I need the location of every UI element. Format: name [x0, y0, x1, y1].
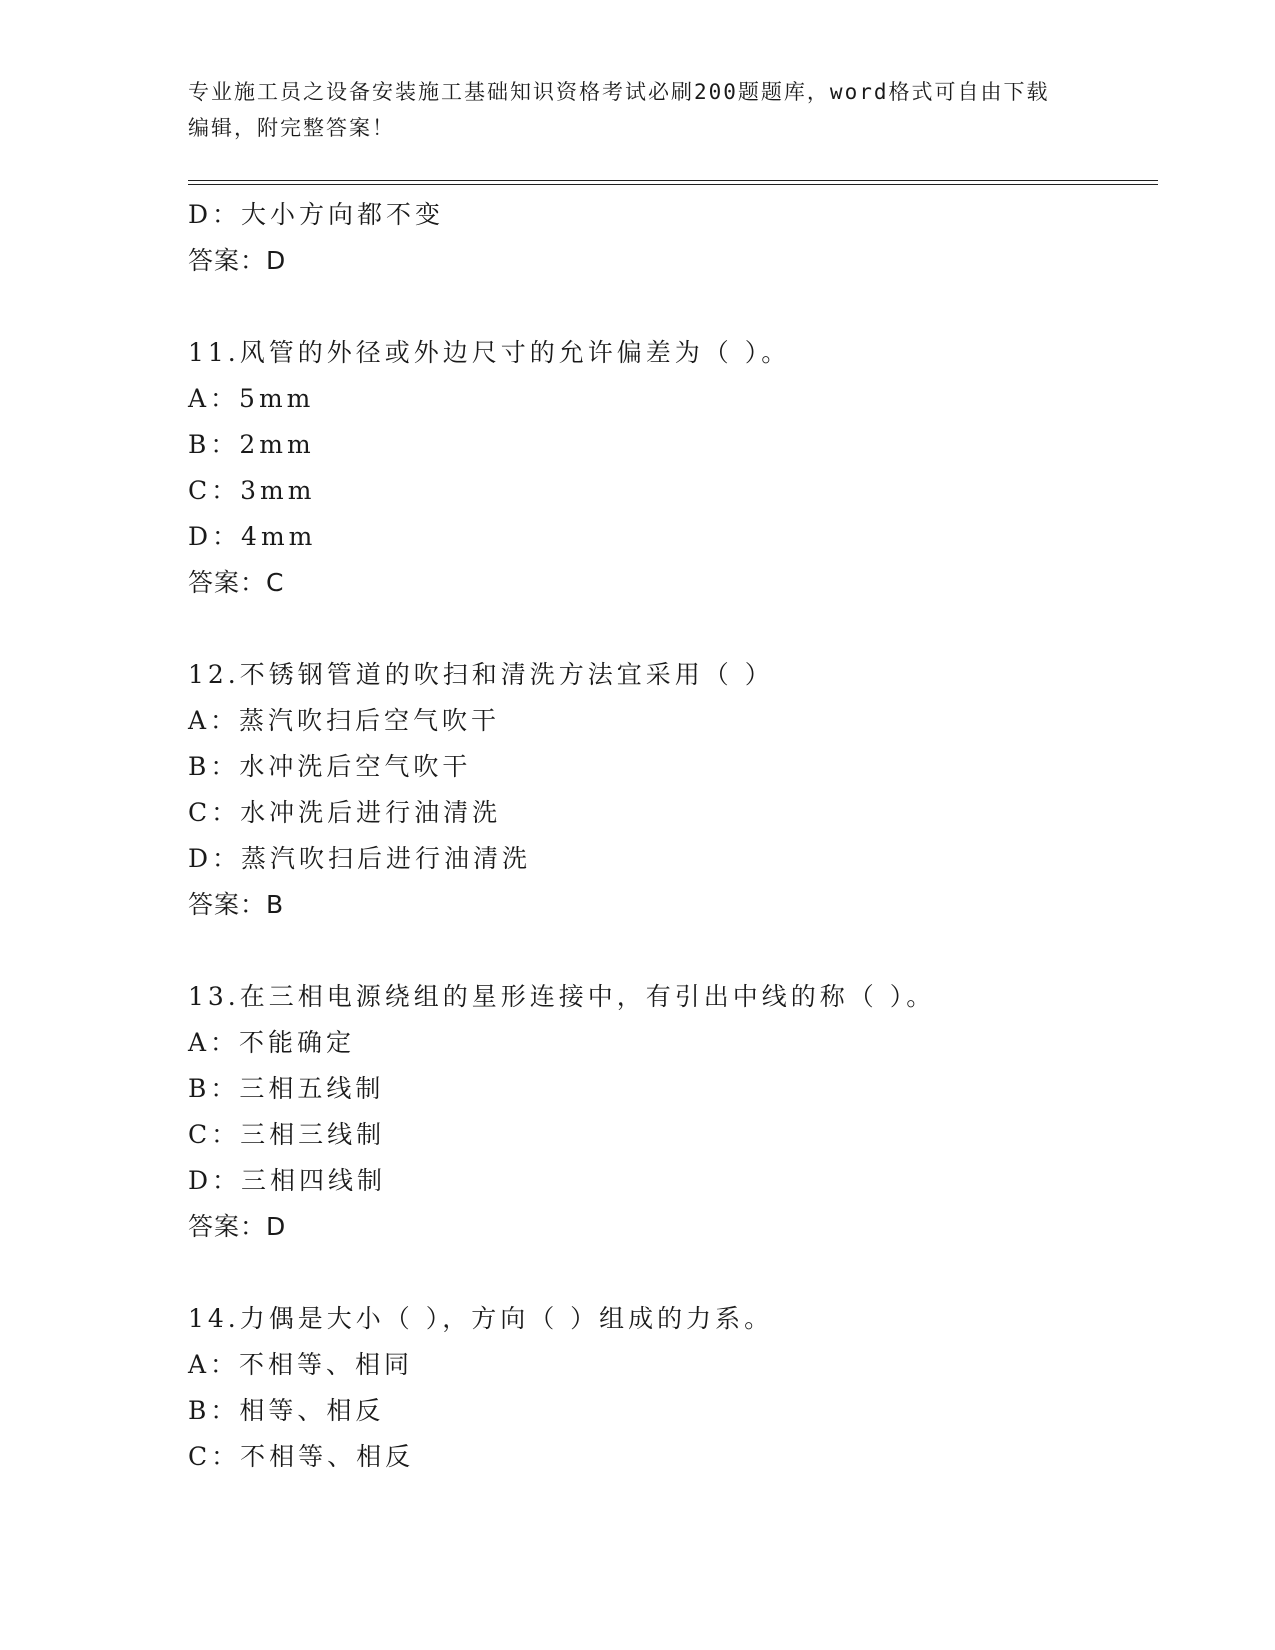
- option-line: A：不能确定: [188, 1028, 356, 1057]
- document-header: 专业施工员之设备安装施工基础知识资格考试必刷200题题库，word格式可自由下载编辑，附完整答案！: [188, 80, 1050, 140]
- answer-line: 答案：C: [188, 568, 285, 597]
- answer-line: 答案：D: [188, 246, 287, 275]
- header-rule-bottom: [188, 184, 1158, 185]
- option-line: A：蒸汽吹扫后空气吹干: [188, 706, 501, 735]
- option-line: B：相等、相反: [188, 1396, 385, 1425]
- question-stem: 13.在三相电源绕组的星形连接中，有引出中线的称（ ）。: [188, 982, 936, 1011]
- option-line: B：三相五线制: [188, 1074, 385, 1103]
- question-stem: 12.不锈钢管道的吹扫和清洗方法宜采用（ ）: [188, 660, 774, 689]
- option-line: A：5mm: [188, 384, 315, 413]
- option-line: D：蒸汽吹扫后进行油清洗: [188, 844, 532, 873]
- document-body: [188, 192, 1158, 1480]
- spacer: [188, 284, 1158, 330]
- answer-line: 答案：D: [188, 1212, 287, 1241]
- option-line: D：大小方向都不变: [188, 200, 445, 229]
- header-rule-top: [188, 180, 1158, 181]
- spacer: [188, 928, 1158, 974]
- option-line: D：三相四线制: [188, 1166, 387, 1195]
- option-line: B：水冲洗后空气吹干: [188, 752, 472, 781]
- answer-line: 答案：B: [188, 890, 285, 919]
- option-line: A：不相等、相同: [188, 1350, 414, 1379]
- option-line: D：4mm: [188, 522, 317, 551]
- spacer: [188, 1250, 1158, 1296]
- option-line: C：不相等、相反: [188, 1442, 415, 1471]
- option-line: C：水冲洗后进行油清洗: [188, 798, 502, 827]
- question-stem: 14.力偶是大小（ ），方向（ ）组成的力系。: [188, 1304, 774, 1333]
- option-line: C：三相三线制: [188, 1120, 386, 1149]
- option-line: B：2mm: [188, 430, 315, 459]
- question-stem: 11.风管的外径或外边尺寸的允许偏差为（ ）。: [188, 338, 791, 367]
- option-line: C：3mm: [188, 476, 316, 505]
- spacer: [188, 606, 1158, 652]
